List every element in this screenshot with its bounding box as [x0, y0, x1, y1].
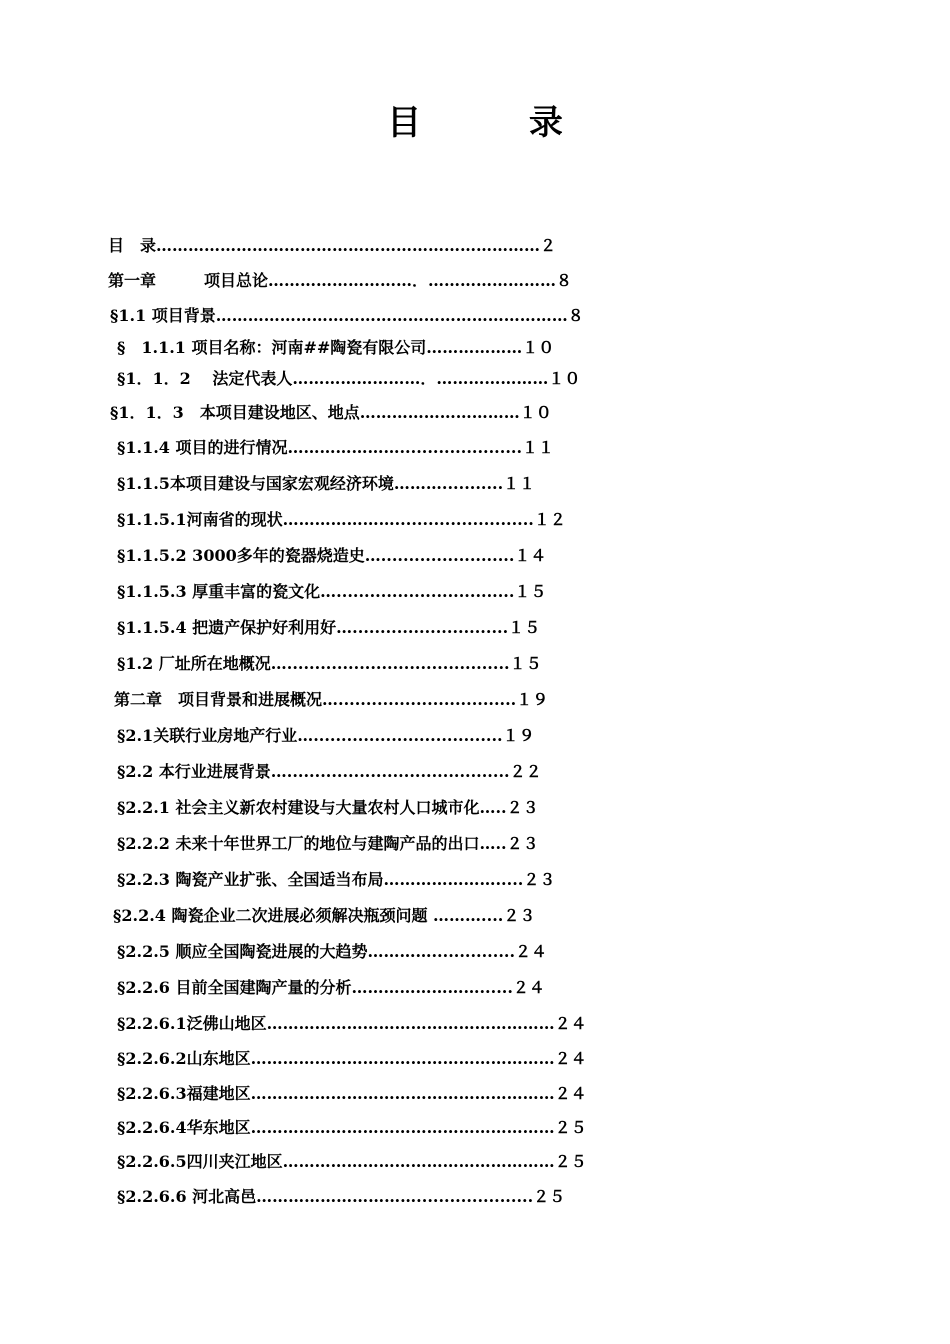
toc-entry[interactable]: §2.2.6.1泛佛山地区………………………………………………２４	[117, 1014, 587, 1033]
toc-entry[interactable]: §2.2.2 未来十年世界工厂的地位与建陶产品的出口…..２３	[117, 834, 539, 853]
toc-entry[interactable]: §1.1.5本项目建设与国家宏观经济环境………...........１１	[117, 474, 536, 493]
toc-entry[interactable]: 第二章 项目背景和进展概况…................................１９	[114, 690, 549, 709]
toc-entry[interactable]: 目 录………………………………………………………………２	[108, 236, 557, 255]
toc-entry[interactable]: §2.2.6.6 河北高邑………………………….....................２５	[117, 1187, 566, 1206]
toc-entry[interactable]: §1.1.5.4 把遗产保护好利用好…............................１５	[117, 618, 541, 637]
toc-entry[interactable]: §1.1.5.1河南省的现状………………….........................１２	[117, 510, 566, 529]
toc-entry[interactable]: §2.2.3 陶瓷产业扩张、全国适当布局………………….....２３	[117, 870, 556, 889]
toc-entry[interactable]: §2.2.6 目前全国建陶产量的分析……………………......２４	[117, 978, 545, 997]
toc-entry[interactable]: §1.1.4 项目的进行情况…………………......................１１	[117, 438, 555, 457]
toc-entry[interactable]: §1．1．3 本项目建设地区、地点…………………………１０	[110, 403, 552, 422]
toc-entry[interactable]: §1.1 项目背景…………………………………………………………８	[110, 306, 584, 325]
toc-entry[interactable]: §2.2.6.2山东地区…………………………………………………２４	[117, 1049, 587, 1068]
toc-entry[interactable]: §1．1．2 法定代表人……………………．…………………１０	[117, 369, 581, 388]
toc-entry[interactable]: §2.2.6.4华东地区…………………………………………………２５	[117, 1118, 587, 1137]
toc-entry[interactable]: 第一章 项目总论………………………．……………………８	[108, 271, 573, 290]
toc-entry[interactable]: § 1.1.1 项目名称：河南##陶瓷有限公司………………１０	[117, 338, 555, 357]
page-title: 目 录	[387, 103, 611, 143]
toc-entry[interactable]: §1.1.5.3 厚重丰富的瓷文化…................................１５	[117, 582, 547, 601]
toc-entry[interactable]: §2.2.6.5四川夹江地区……………………………………………２５	[117, 1152, 587, 1171]
toc-entry[interactable]: §2.2 本行业进展背景…........................................２２	[117, 762, 542, 781]
toc-entry[interactable]: §2.1关联行业房地产行业…..................................１９	[117, 726, 535, 745]
toc-entry[interactable]: §2.2.1 社会主义新农村建设与大量农村人口城市化…..２３	[117, 798, 539, 817]
toc-entry[interactable]: §1.2 厂址所在地概况…........................................１５	[117, 654, 542, 673]
toc-entry[interactable]: §2.2.5 顺应全国陶瓷进展的大趋势…………...............２４	[117, 942, 548, 961]
toc-entry[interactable]: §2.2.6.3福建地区…………………………………………………２４	[117, 1084, 587, 1103]
toc-entry[interactable]: §2.2.4 陶瓷企业二次进展必须解决瓶颈问题 ………....２３	[113, 906, 536, 925]
toc-entry[interactable]: §1.1.5.2 3000多年的瓷器烧造史…........................１４	[117, 546, 547, 565]
